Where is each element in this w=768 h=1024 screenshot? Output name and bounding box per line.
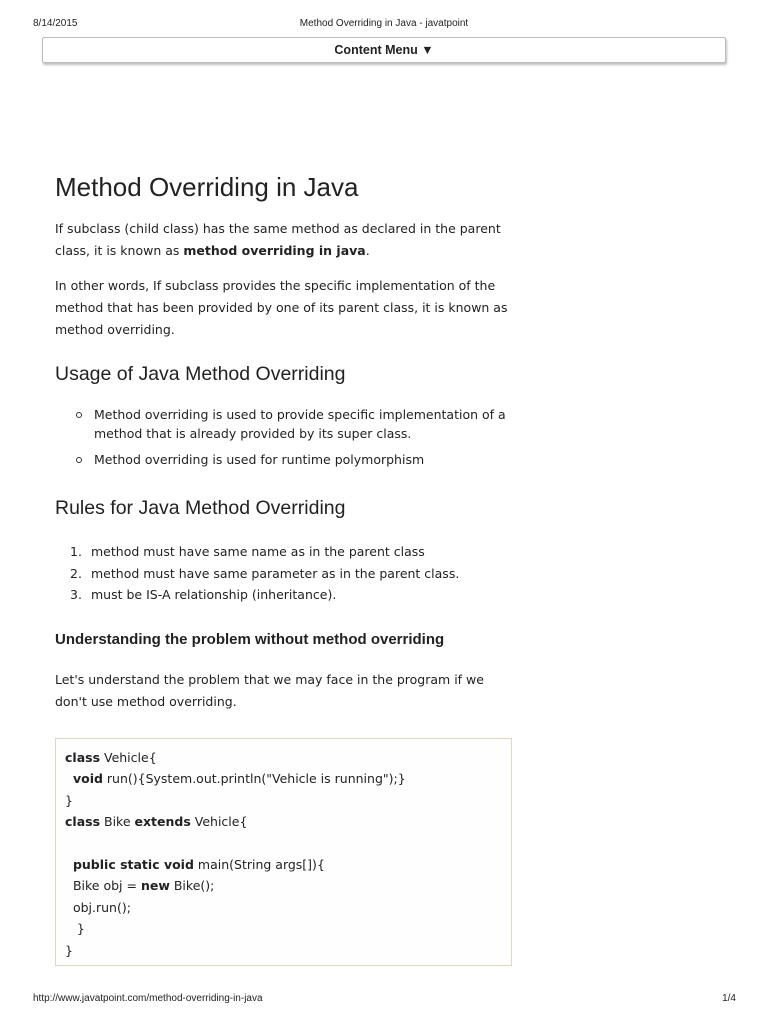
print-date: 8/14/2015 — [33, 18, 78, 29]
rules-list — [55, 541, 515, 606]
code-text: main(String args[]){ — [193, 856, 325, 872]
code-line — [65, 940, 502, 961]
code-text: Bike — [100, 814, 135, 830]
code-keyword: new — [140, 878, 170, 894]
code-text: } — [65, 942, 73, 958]
code-text: run(){System.out.println("Vehicle is running");} — [102, 771, 406, 787]
code-line — [65, 897, 502, 918]
code-keyword: public static void — [72, 856, 194, 872]
bullet-icon — [76, 412, 82, 418]
code-text — [65, 857, 73, 872]
article — [55, 170, 515, 713]
usage-heading: Usage of Java Method Overriding — [55, 363, 346, 385]
intro-text: If subclass (child class) has the same method as declared in the parent class, it is known as — [55, 221, 501, 258]
code-line — [65, 854, 502, 875]
content-menu-button[interactable]: Content Menu ▼ — [42, 37, 726, 63]
code-line — [65, 875, 502, 896]
list-number: 1. — [70, 544, 82, 559]
code-keyword: class — [65, 750, 101, 765]
problem-paragraph: Let's understand the problem that we may face in the program if we don't use method overriding. — [55, 671, 484, 709]
code-text: Bike(); — [169, 878, 215, 894]
code-line — [65, 833, 502, 854]
rule-text: must be IS-A relationship (inheritance). — [91, 587, 337, 602]
problem-heading: Understanding the problem without method overriding — [55, 630, 445, 648]
print-header — [0, 18, 768, 32]
code-line — [65, 790, 502, 811]
definition-paragraph: In other words, If subclass provides the specific implementation of the method that has been provided by one of its parent class, it is known as method overriding. — [55, 278, 508, 337]
page-number: 1/4 — [722, 993, 736, 1004]
list-item — [70, 563, 515, 585]
list-item — [70, 541, 515, 563]
rule-text: method must have same name as in the parent class — [91, 544, 425, 559]
intro-paragraph — [55, 218, 515, 262]
list-item — [70, 584, 515, 606]
code-keyword: extends — [134, 814, 191, 830]
code-text: Bike obj = — [65, 878, 141, 894]
code-text: Vehicle{ — [100, 750, 157, 765]
intro-bold-term: method overriding in java — [183, 243, 366, 258]
code-line — [65, 747, 502, 768]
rules-heading: Rules for Java Method Overriding — [55, 497, 346, 519]
code-text: } — [65, 792, 73, 808]
code-text — [65, 771, 73, 786]
code-line — [65, 811, 502, 832]
code-text: Vehicle{ — [190, 814, 248, 830]
code-line — [65, 768, 502, 789]
code-line — [65, 918, 502, 939]
usage-item-text: Method overriding is used to provide specific implementation of a method that is already provided by its super class. — [94, 407, 506, 441]
code-block — [55, 738, 512, 966]
article-title: Method Overriding in Java — [55, 172, 359, 202]
list-number: 2. — [70, 565, 82, 581]
page-url: http://www.javatpoint.com/method-overriding-in-java — [33, 993, 263, 1004]
code-text: } — [65, 921, 85, 937]
bullet-icon — [76, 457, 82, 463]
list-item — [94, 405, 515, 443]
usage-item-text: Method overriding is used for runtime polymorphism — [94, 452, 425, 467]
list-number: 3. — [70, 587, 82, 602]
list-item — [94, 450, 515, 469]
print-page-title: Method Overriding in Java - javatpoint — [299, 18, 469, 29]
code-text: obj.run(); — [65, 899, 131, 915]
usage-list — [55, 405, 515, 469]
rule-text: method must have same parameter as in the parent class. — [91, 565, 460, 581]
code-keyword: void — [72, 771, 103, 787]
intro-end: . — [365, 243, 370, 258]
print-footer — [0, 993, 768, 1007]
code-keyword: class — [65, 814, 101, 830]
